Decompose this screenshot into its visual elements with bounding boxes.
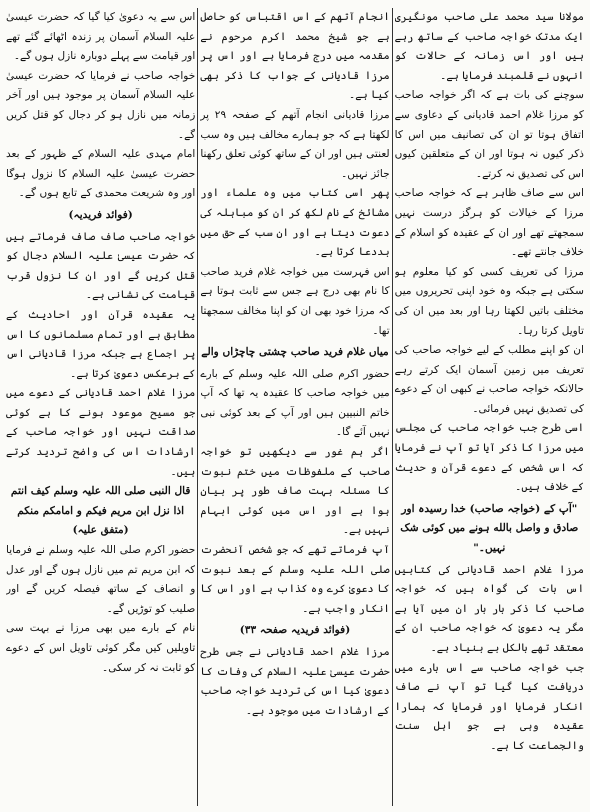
section-heading: میاں غلام فرید صاحب چشتی چاچڑاں والے [201,346,389,359]
section-heading: (فوائد فریدیہ) [68,208,133,221]
paragraph: مرزا غلام احمد قادیانی نے جس طرح حضرت عیسیٰ علیہ السلام کی وفات کا دعویٰ کیا اس کی تردید خواجہ صاحب کے ارشادات میں موجود ہے۔ [200,646,390,717]
paragraph: ان کو اپنے مطلب کے لیے خواجہ صاحب کی تعریف میں زمین آسمان ایک کرتے رہے حالانکہ خواجہ صاحب نے کبھی ان کے دعوے کی تصدیق نہیں فرمائی۔ [394,344,584,415]
column-left [6,8,195,806]
column-middle [200,8,389,806]
paragraph: اسی طرح جب خواجہ صاحب کی مجلس میں مرزا کا ذکر آیا تو آپ نے فرمایا کہ اس شخص کے دعوے قرآن و حدیث کے خلاف ہیں۔ [394,422,584,494]
column-divider [197,8,198,806]
paragraph: اس سے یہ دعویٰ کیا گیا کہ حضرت عیسیٰ علیہ السلام آسمان پر زندہ اٹھائے گئے تھے اور قیامت سے پہلے دوبارہ نازل ہوں گے۔ [6,11,196,63]
paragraph: پھر اسی کتاب میں وہ علماء اور مشائخ کے نام لکھ کر ان کو مباہلہ کی دعوت دیتا ہے اور ان سب کے حق میں بددعا کرتا ہے۔ [200,187,390,259]
three-column-layout [6,8,584,806]
section-heading: (فوائد فریدیہ صفحہ ۳۳) [239,624,351,637]
paragraph: جب خواجہ صاحب سے اس بارے میں دریافت کیا گیا تو آپ نے صاف انکار فرمایا اور فرمایا کہ ہمارا عقیدہ وہی ہے جو اہل سنت والجماعت کا ہے۔ [394,661,584,752]
paragraph: یہ عقیدہ قرآن اور احادیث کے مطابق ہے اور تمام مسلمانوں کا اس پر اجماع ہے جبکہ مرزا قادیانی اس کے برعکس دعویٰ کرتا ہے۔ [6,308,196,380]
column-right [395,8,584,806]
quoted-verse: (متفق علیہ) [72,524,129,537]
paragraph: مرزا قادیانی انجام آتھم کے صفحہ ۲۹ پر لکھتا ہے کہ جو ہمارے مخالف ہیں وہ سب لعنتی ہیں اور ان کے ساتھ کوئی تعلق رکھنا جائز نہیں۔ [200,108,390,180]
paragraph: خواجہ صاحب صاف صاف فرماتے ہیں کہ حضرت عیسیٰ علیہ السلام دجال کو قتل کریں گے اور ان کا نزول قرب قیامت کی نشانی ہے۔ [6,230,196,302]
paragraph: مولانا سید محمد علی صاحب مونگیری ایک مدتک خواجہ صاحب کے ساتھ رہے ہیں اور اس زمانہ کے حالات کو انہوں نے قلمبند فرمایا ہے۔ [394,11,584,82]
paragraph: حضور اکرم صلی اللہ علیہ وسلم نے فرمایا کہ ابن مریم تم میں نازل ہوں گے اور عدل و انصاف کے ساتھ فیصلہ کریں گے اور صلیب کو توڑیں گے۔ [6,544,196,615]
paragraph: انجام آتھم کے اس اقتباس کو حاصل ہے جو شیخ محمد اکرم مرحوم نے مقدمہ میں درج فرمایا ہے اور اس پر مرزا قادیانی کے جواب کا ذکر بھی کیا ہے۔ [200,11,390,102]
paragraph: سوچنے کی بات ہے کہ اگر خواجہ صاحب کو مرزا غلام احمد قادیانی کے دعاوی سے اتفاق ہوتا تو ان کی تصانیف میں اس کا ذکر کیوں نہ ہوتا اور ان کے متعلقین کیوں اس کی تصدیق نہ کرتے۔ [394,89,584,180]
paragraph: اس سے صاف ظاہر ہے کہ خواجہ صاحب مرزا کے خیالات کو ہرگز درست نہیں سمجھتے تھے اور ان کے عقیدہ کو اسلام کے خلاف جانتے تھے۔ [394,187,584,259]
quoted-verse: قال النبی صلی اللہ علیہ وسلم کیف انتم اذا نزل ابن مریم فیکم و امامکم منکم [10,485,191,517]
paragraph: مرزا کی تعریف کسی کو کیا معلوم ہو سکتی ہے جبکہ وہ خود اپنی تحریروں میں مختلف باتیں لکھتا رہا اور بعد میں ان کی تاویل کرتا رہا۔ [394,265,584,337]
paragraph: اگر ہم غور سے دیکھیں تو خواجہ صاحب کے ملفوظات میں ختم نبوت کا مسئلہ بہت صاف طور پر بیان ہوا ہے اور اس میں کوئی ابہام نہیں ہے۔ [200,446,390,537]
paragraph: خواجہ صاحب نے فرمایا کہ حضرت عیسیٰ علیہ السلام آسمان پر موجود ہیں اور آخر زمانہ میں نازل ہو کر دجال کو قتل کریں گے۔ [6,69,196,141]
paragraph: امام مہدی علیہ السلام کے ظہور کے بعد حضرت عیسیٰ علیہ السلام کا نزول ہوگا اور وہ شریعت محمدی کے تابع ہوں گے۔ [6,148,196,200]
section-heading: "آپ کے (خواجہ صاحب) خدا رسیدہ اور صادق و واصل بالله ہونے میں کوئی شک نہیں۔" [400,502,579,555]
paragraph: حضور اکرم صلی اللہ علیہ وسلم کے بارے میں خواجہ صاحب کا عقیدہ یہ تھا کہ آپ خاتم النبیین ہیں اور آپ کے بعد کوئی نبی نہیں آئے گا۔ [200,367,390,439]
paragraph: نام کے بارے میں بھی مرزا نے بہت سی تاویلیں کیں مگر کوئی تاویل اس کے دعوے کو ثابت نہ کر سکی۔ [6,622,196,674]
paragraph: مرزا غلام احمد قادیانی کے دعوے میں جو مسیح موعود ہونے کا ہے کوئی صداقت نہیں اور خواجہ صاحب کے ارشادات اس کی واضح تردید کرتے ہیں۔ [6,387,196,478]
paragraph: مرزا غلام احمد قادیانی کی کتابیں اس بات کی گواہ ہیں کہ خواجہ صاحب کا ذکر بار بار ان میں آیا ہے مگر یہ دعویٰ کہ خواجہ صاحب ان کے معتقد تھے بالکل بے بنیاد ہے۔ [394,563,584,654]
column-divider [392,8,393,806]
paragraph: اس فہرست میں خواجہ غلام فرید صاحب کا نام بھی درج ہے جس سے ثابت ہوتا ہے کہ مرزا خود بھی ان کو اپنا مخالف سمجھتا تھا۔ [200,265,390,337]
paragraph: آپ فرماتے تھے کہ جو شخص آنحضرت صلی اللہ علیہ وسلم کے بعد نبوت کا دعویٰ کرے وہ کذاب ہے اور اس کا انکار واجب ہے۔ [200,544,390,615]
